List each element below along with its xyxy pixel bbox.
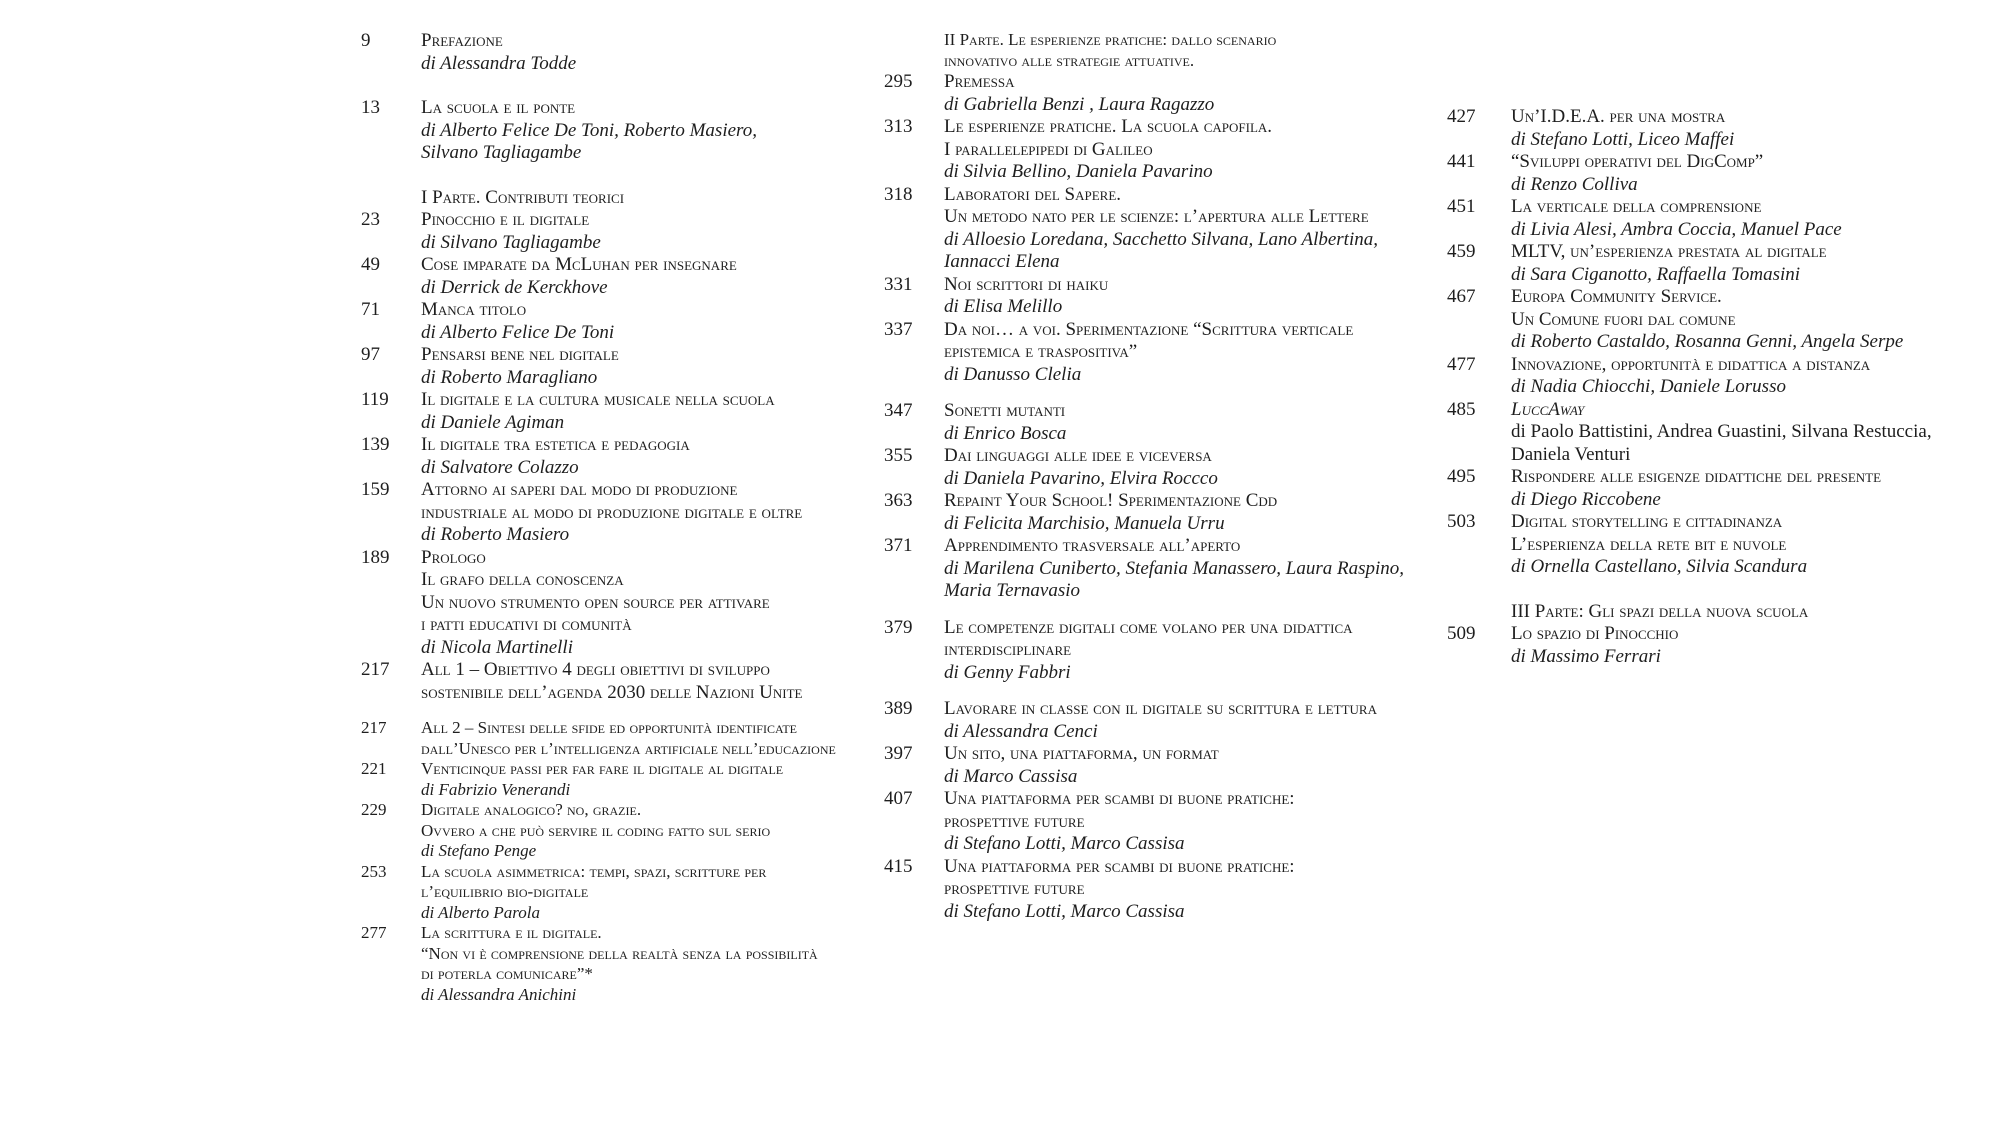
- page-number: 477: [1447, 353, 1476, 375]
- entry-title: Lavorare in classe con il digitale su scrittura e lettura: [944, 698, 1377, 719]
- page-number: 221: [361, 759, 387, 778]
- page-number: 509: [1447, 623, 1476, 644]
- entry-title: MLTV, un’esperienza prestata al digitale: [1511, 241, 1827, 262]
- page-number: 371: [884, 535, 913, 556]
- page-number: 495: [1447, 466, 1476, 487]
- entry-title: Laboratori del Sapere.: [944, 183, 1122, 205]
- toc-entry: [361, 97, 871, 165]
- entry-author: di Stefano Lotti, Marco Cassisa: [944, 833, 1185, 854]
- toc-entry: [1447, 196, 1967, 241]
- toc-entry: [884, 743, 1444, 788]
- page-number: 217: [361, 718, 387, 737]
- part-heading: innovativo alle strategie attuative.: [944, 50, 1195, 70]
- page-number: 277: [361, 923, 387, 942]
- toc-entry: [1447, 399, 1967, 467]
- page-number: 189: [361, 546, 390, 568]
- part-heading: I Parte. Contributi teorici: [421, 186, 625, 208]
- part-heading: III Parte: Gli spazi della nuova scuola: [1511, 600, 1809, 622]
- page-number: 253: [361, 861, 387, 881]
- toc-column-3: [1447, 106, 1967, 668]
- page-number: 441: [1447, 151, 1476, 172]
- entry-author: di Felicita Marchisio, Manuela Urru: [944, 512, 1225, 534]
- toc-entry: [361, 547, 871, 660]
- toc-entry: [361, 923, 871, 1005]
- toc-entry: [361, 479, 871, 547]
- toc-entry: [884, 116, 1444, 184]
- entry-title: interdisciplinare: [944, 639, 1072, 660]
- entry-author: di Roberto Castaldo, Rosanna Genni, Angela Serpe: [1511, 331, 1904, 352]
- toc-entry: [884, 490, 1444, 535]
- part-heading: II Parte. Le esperienze pratiche: dallo scenario: [944, 30, 1277, 49]
- entry-author: di Alberto Felice De Toni: [421, 321, 615, 343]
- entry-author: di Elisa Melillo: [944, 296, 1063, 317]
- entry-title: Un’I.D.E.A. per una mostra: [1511, 106, 1726, 127]
- page-number: 13: [361, 97, 380, 118]
- toc-entry: [361, 759, 871, 800]
- entry-author: di Alessandra Todde: [421, 52, 577, 74]
- entry-author: di Daniela Pavarino, Elvira Roccco: [944, 467, 1218, 489]
- entry-author: Silvano Tagliagambe: [421, 142, 582, 163]
- entry-author: Daniela Venturi: [1511, 443, 1631, 465]
- entry-title: I parallelepipedi di Galileo: [944, 138, 1153, 160]
- entry-title: Il digitale tra estetica e pedagogia: [421, 434, 690, 455]
- page-number: 159: [361, 479, 390, 500]
- entry-title: Prefazione: [421, 30, 503, 51]
- page-number: 459: [1447, 241, 1476, 262]
- page-number: 331: [884, 273, 913, 295]
- toc-column-1: [361, 30, 871, 1005]
- entry-title: Sonetti mutanti: [944, 400, 1066, 421]
- entry-title: Premessa: [944, 71, 1015, 92]
- page-number: 467: [1447, 286, 1476, 307]
- entry-author: di Stefano Penge: [421, 841, 537, 860]
- toc-entry: [884, 400, 1444, 445]
- page-number: 485: [1447, 398, 1476, 420]
- entry-title: l’equilibrio bio-digitale: [421, 882, 589, 901]
- toc-entry: [361, 389, 871, 434]
- entry-author: di Alessandra Anichini: [421, 984, 577, 1004]
- entry-author: di Roberto Masiero: [421, 524, 570, 545]
- toc-entry: [884, 856, 1444, 924]
- toc-entry: [361, 434, 871, 479]
- entry-title: Una piattaforma per scambi di buone pratiche:: [944, 788, 1295, 809]
- entry-title: La verticale della comprensione: [1511, 196, 1762, 217]
- entry-title: Pensarsi bene nel digitale: [421, 344, 619, 365]
- toc-entry: [884, 535, 1444, 603]
- page-number: 363: [884, 490, 913, 511]
- entry-author: di Enrico Bosca: [944, 422, 1067, 444]
- page-number: 97: [361, 344, 380, 365]
- entry-author: di Massimo Ferrari: [1511, 645, 1661, 667]
- page-number: 313: [884, 116, 913, 137]
- toc-entry: [1447, 151, 1967, 196]
- entry-author: di Derrick de Kerckhove: [421, 276, 608, 298]
- entry-author: di Marilena Cuniberto, Stefania Manassero, Laura Raspino,: [944, 557, 1405, 579]
- entry-title: All 1 – Obiettivo 4 degli obiettivi di sviluppo: [421, 659, 770, 680]
- entry-title: Lo spazio di Pinocchio: [1511, 623, 1679, 644]
- entry-title: Innovazione, opportunità e didattica a distanza: [1511, 353, 1871, 375]
- page-number: 49: [361, 254, 380, 275]
- entry-author: di Alloesio Loredana, Sacchetto Silvana, Lano Albertina,: [944, 228, 1378, 250]
- page-number: 503: [1447, 511, 1476, 532]
- page-number: 139: [361, 434, 390, 455]
- page-number: 295: [884, 71, 913, 92]
- toc-entry: [884, 319, 1444, 387]
- entry-title: La scuola asimmetrica: tempi, spazi, scritture per: [421, 861, 767, 881]
- entry-title: All 2 – Sintesi delle sfide ed opportunità identificate: [421, 718, 797, 737]
- entry-title: Manca titolo: [421, 299, 527, 320]
- entry-author: di Daniele Agiman: [421, 411, 565, 433]
- toc-entry: [1447, 354, 1967, 399]
- toc-entry: [361, 800, 871, 862]
- page-number: 379: [884, 616, 913, 638]
- entry-title: Le competenze digitali come volano per una didattica: [944, 616, 1353, 638]
- entry-title: Prologo: [421, 546, 486, 568]
- entry-title: LuccAway: [1511, 398, 1585, 420]
- page-number: 355: [884, 445, 913, 466]
- entry-title: Digitale analogico? no, grazie.: [421, 800, 642, 819]
- entry-title: Il grafo della conoscenza: [421, 569, 624, 590]
- page-number: 347: [884, 400, 913, 421]
- page-number: 451: [1447, 196, 1476, 217]
- entry-title: Un nuovo strumento open source per attivare: [421, 591, 770, 613]
- entry-author: di Sara Ciganotto, Raffaella Tomasini: [1511, 263, 1801, 285]
- page-number: 415: [884, 855, 913, 877]
- entry-title: i patti educativi di comunità: [421, 614, 632, 635]
- entry-title: Attorno ai saperi dal modo di produzione: [421, 479, 738, 500]
- entry-title: Da noi… a voi. Sperimentazione “Scrittura verticale: [944, 318, 1354, 340]
- toc-entry: [361, 209, 871, 254]
- entry-title: dall’Unesco per l’intelligenza artificiale nell’educazione: [421, 738, 836, 758]
- entry-title: Pinocchio e il digitale: [421, 209, 590, 230]
- toc-entry: [361, 659, 871, 704]
- entry-author: Iannacci Elena: [944, 251, 1060, 272]
- entry-title: prospettive future: [944, 810, 1085, 832]
- entry-author: di Stefano Lotti, Liceo Maffei: [1511, 128, 1735, 150]
- entry-author: di Roberto Maragliano: [421, 366, 598, 388]
- toc-entry: [884, 617, 1444, 685]
- entry-title: Il digitale e la cultura musicale nella scuola: [421, 389, 775, 410]
- page-number: 427: [1447, 106, 1476, 127]
- entry-title: “Sviluppi operativi del DigComp”: [1511, 151, 1764, 172]
- page-number: 229: [361, 800, 387, 819]
- entry-author: di Salvatore Colazzo: [421, 456, 579, 478]
- entry-author: di Livia Alesi, Ambra Coccia, Manuel Pace: [1511, 218, 1842, 240]
- entry-author: di Stefano Lotti, Marco Cassisa: [944, 900, 1185, 922]
- entry-title: prospettive future: [944, 878, 1085, 899]
- page-number: 407: [884, 788, 913, 809]
- page-number: 397: [884, 743, 913, 764]
- page-number: 337: [884, 318, 913, 340]
- toc-entry: [884, 71, 1444, 116]
- entry-title: Le esperienze pratiche. La scuola capofila.: [944, 116, 1273, 137]
- entry-title: Una piattaforma per scambi di buone pratiche:: [944, 855, 1295, 877]
- entry-title: sostenibile dell’agenda 2030 delle Nazioni Unite: [421, 681, 803, 703]
- entry-title: di poterla comunicare”*: [421, 964, 593, 983]
- toc-entry: [1447, 511, 1967, 579]
- entry-author: di Alberto Felice De Toni, Roberto Masiero,: [421, 119, 757, 141]
- page-number: 9: [361, 30, 371, 51]
- entry-title: Europa Community Service.: [1511, 286, 1722, 307]
- toc-entry: [884, 698, 1444, 743]
- entry-title: Noi scrittori di haiku: [944, 273, 1109, 295]
- toc-entry: [884, 184, 1444, 274]
- page-number: 71: [361, 299, 380, 320]
- toc-entry: [1447, 623, 1967, 668]
- page-number: 119: [361, 389, 389, 410]
- entry-title: Apprendimento trasversale all’aperto: [944, 535, 1241, 556]
- entry-author: Maria Ternavasio: [944, 580, 1081, 601]
- toc-entry: [884, 445, 1444, 490]
- toc-entry: [361, 718, 871, 759]
- entry-title: epistemica e traspositiva”: [944, 341, 1138, 362]
- entry-author: di Silvano Tagliagambe: [421, 231, 601, 253]
- page-number: 217: [361, 659, 390, 680]
- entry-author: di Nicola Martinelli: [421, 636, 573, 658]
- entry-title: Rispondere alle esigenze didattiche del presente: [1511, 466, 1882, 487]
- entry-title: Venticinque passi per far fare il digitale al digitale: [421, 759, 784, 778]
- entry-author: di Gabriella Benzi , Laura Ragazzo: [944, 93, 1215, 115]
- entry-title: L’esperienza della rete bit e nuvole: [1511, 533, 1787, 555]
- entry-author: di Marco Cassisa: [944, 765, 1078, 787]
- entry-title: Un metodo nato per le scienze: l’apertura alle Lettere: [944, 206, 1369, 227]
- entry-author: di Silvia Bellino, Daniela Pavarino: [944, 161, 1213, 182]
- toc-entry: [884, 788, 1444, 856]
- entry-title: Cose imparate da McLuhan per insegnare: [421, 254, 737, 275]
- entry-title: Ovvero a che può servire il coding fatto sul serio: [421, 820, 771, 840]
- entry-title: “Non vi è comprensione della realtà senza la possibilità: [421, 943, 818, 963]
- toc-entry: [1447, 286, 1967, 354]
- toc-entry: [361, 862, 871, 924]
- entry-title: industriale al modo di produzione digitale e oltre: [421, 501, 803, 523]
- entry-title: Dai linguaggi alle idee e viceversa: [944, 445, 1212, 466]
- entry-author: di Alessandra Cenci: [944, 720, 1098, 742]
- entry-author: di Danusso Clelia: [944, 363, 1082, 385]
- entry-title: Un Comune fuori dal comune: [1511, 308, 1736, 330]
- toc-entry: [884, 274, 1444, 319]
- toc-entry: [1447, 466, 1967, 511]
- toc-entry: [361, 254, 871, 299]
- toc-entry: [1447, 106, 1967, 151]
- entry-author: di Diego Riccobene: [1511, 488, 1661, 510]
- page-number: 318: [884, 183, 913, 205]
- entry-author: di Renzo Colliva: [1511, 173, 1638, 195]
- toc-entry: [1447, 241, 1967, 286]
- toc-entry: [361, 299, 871, 344]
- entry-author: di Nadia Chiocchi, Daniele Lorusso: [1511, 376, 1786, 397]
- page-number: 23: [361, 209, 380, 230]
- entry-author: di Alberto Parola: [421, 902, 540, 922]
- toc-entry: [361, 344, 871, 389]
- toc-entry: [361, 30, 871, 75]
- entry-author: di Genny Fabbri: [944, 661, 1071, 683]
- entry-author: di Fabrizio Venerandi: [421, 779, 571, 799]
- toc-column-2: [884, 30, 1444, 923]
- entry-title: La scrittura e il digitale.: [421, 923, 602, 942]
- entry-author: di Ornella Castellano, Silvia Scandura: [1511, 556, 1808, 577]
- entry-title: Un sito, una piattaforma, un format: [944, 743, 1219, 764]
- entry-title: Digital storytelling e cittadinanza: [1511, 511, 1783, 532]
- entry-title: La scuola e il ponte: [421, 97, 576, 118]
- entry-title: Repaint Your School! Sperimentazione Cdd: [944, 490, 1278, 511]
- entry-author: di Paolo Battistini, Andrea Guastini, Silvana Restuccia,: [1511, 421, 1932, 442]
- page-number: 389: [884, 698, 913, 719]
